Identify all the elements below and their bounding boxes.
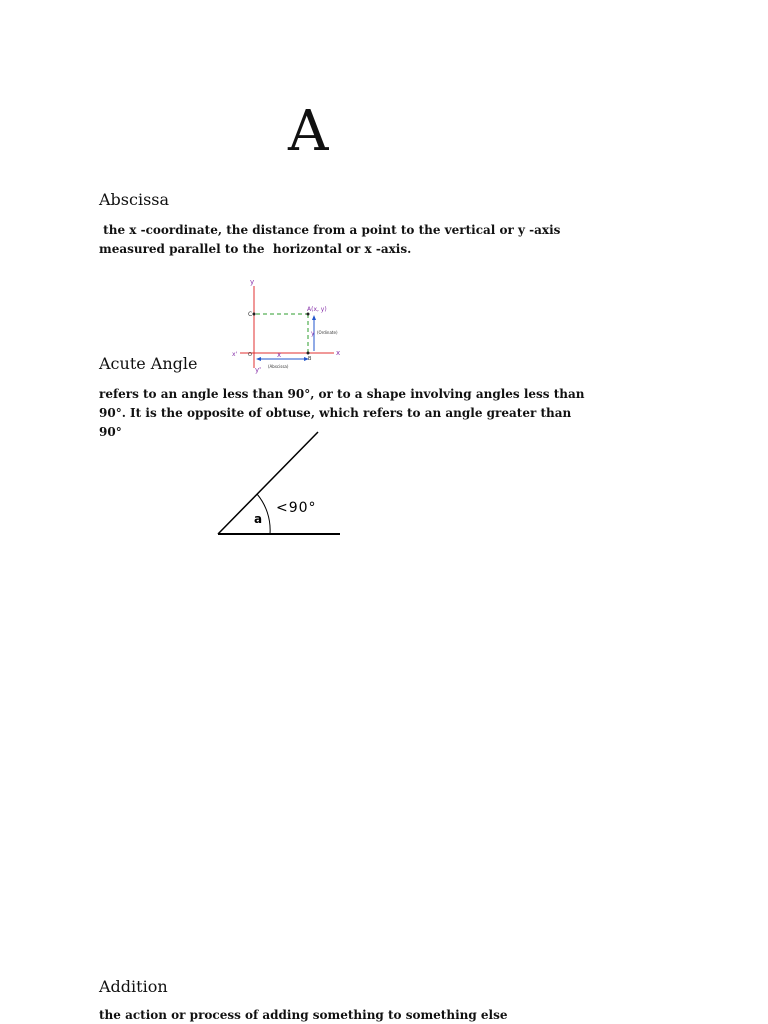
definition-addition: [99, 1006, 508, 1024]
abscissa-diagram: [230, 276, 350, 374]
definition-abscissa: [99, 221, 560, 259]
point-b: [307, 352, 310, 355]
label-b: B: [308, 356, 312, 362]
term-addition: Addition: [99, 977, 168, 996]
abscissa-arrowhead-left: [256, 357, 261, 361]
angle-label: a: [254, 512, 263, 526]
ordinate-arrowhead: [312, 315, 316, 320]
label-a: A(x, y): [307, 306, 327, 313]
label-x-prime: x': [232, 351, 238, 358]
definition-line: 90°. It is the opposite of obtuse, which refers to an angle greater than: [99, 406, 572, 420]
label-y: y: [250, 278, 255, 286]
definition-line: the action or process of adding something to something else: [99, 1008, 508, 1022]
definition-line: measured parallel to the horizontal or x -axis.: [99, 242, 412, 256]
acute-angle-diagram: [214, 428, 346, 540]
definition-line: 90°: [99, 425, 122, 439]
label-c: C: [248, 311, 253, 318]
label-o: O: [248, 352, 252, 358]
section-letter: A: [288, 99, 329, 164]
term-acute-angle: Acute Angle: [99, 354, 198, 373]
angle-measure-label: <90°: [276, 500, 317, 516]
definition-line: the x -coordinate, the distance from a point to the vertical or y -axis: [99, 223, 561, 237]
angle-ray-line: [218, 432, 318, 534]
label-abscissa: (Abscissa): [268, 364, 289, 369]
label-y-distance: y: [311, 330, 315, 337]
label-y-prime: y': [255, 366, 262, 374]
point-c: [253, 313, 256, 316]
label-ordinate: (Ordinate): [317, 330, 338, 335]
label-x-distance: x: [277, 351, 282, 359]
definition-line: refers to an angle less than 90°, or to a shape involving angles less than: [99, 387, 585, 401]
term-abscissa: Abscissa: [99, 190, 170, 209]
label-x: x: [336, 349, 341, 357]
